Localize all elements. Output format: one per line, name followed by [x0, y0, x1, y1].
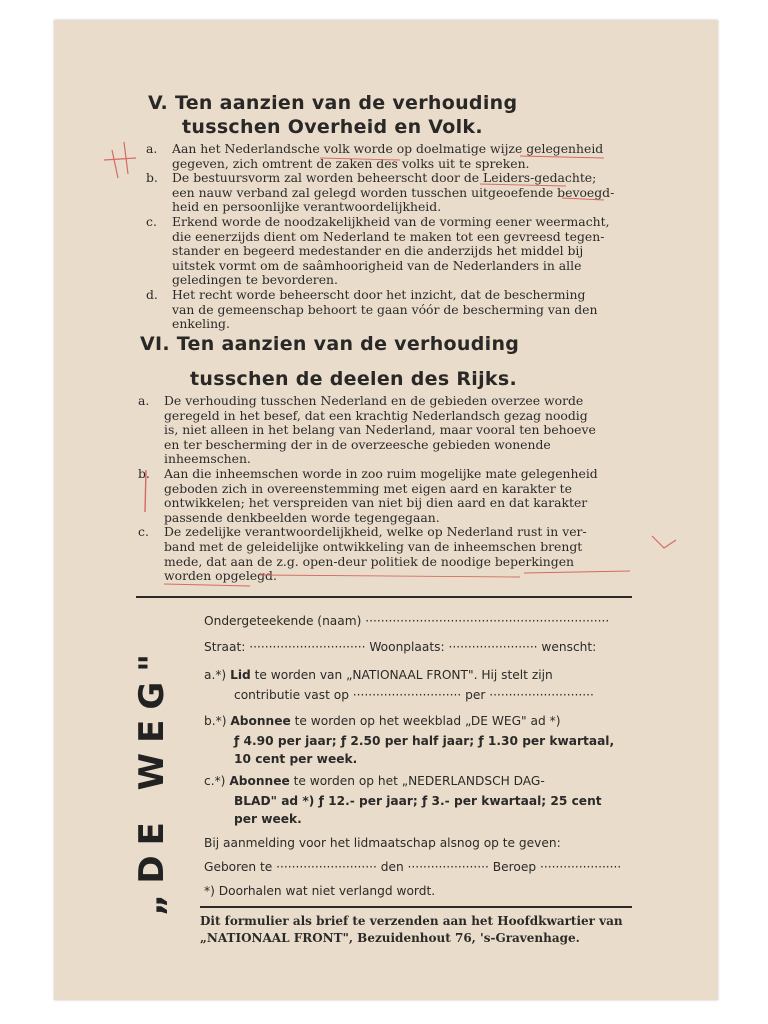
- list-item-line: stander en begeerd medestander en die anderzijds het middel bij: [172, 243, 584, 259]
- list-item-line: enkeling.: [172, 316, 230, 332]
- list-item-line: De zedelijke verantwoordelijkheid, welke op Nederland rust in ver-: [164, 524, 587, 540]
- aanmelding-text: Bij aanmelding voor het lidmaatschap alsnog op te geven:: [204, 836, 561, 850]
- footer-line2: „NATIONAAL FRONT", Bezuidenhout 76, 's-Gravenhage.: [200, 931, 580, 945]
- option-c-line2: BLAD" ad *) ƒ 12.- per jaar; ƒ 3.- per kwartaal; 25 cent: [234, 794, 602, 808]
- option-c-line3: per week.: [234, 812, 302, 826]
- pencil-underlines-vi: [164, 571, 630, 586]
- list-item-line: van de gemeenschap behoort te gaan vóór de bescherming van den: [172, 301, 598, 317]
- list-item-line: worden opgelegd.: [164, 568, 277, 584]
- list-item-line: ontwikkelen; het verspreiden van niet bij dien aard en dat karakter: [164, 495, 588, 511]
- doorhalen-note: *) Doorhalen wat niet verlangd wordt.: [204, 884, 436, 898]
- list-item-line: is, niet alleen in het belang van Nederland, maar vooral ten behoeve: [164, 422, 596, 438]
- list-item-line: band met de geleidelijke ontwikkeling van de inheemschen brengt: [164, 538, 583, 554]
- section-vi-title-line2: tusschen de deelen des Rijks.: [190, 368, 517, 390]
- list-item-line: die eenerzijds dient om Nederland te maken tot een gevreesd tegen-: [172, 228, 605, 244]
- list-item-line: geregeld in het besef, dat een krachtig Nederlandsch gezag noodig: [164, 407, 588, 423]
- naam-field[interactable]: Ondergeteekende (naam) ·······························································: [204, 614, 610, 628]
- option-b-line2: ƒ 4.90 per jaar; ƒ 2.50 per half jaar; ƒ 1.30 per kwartaal,: [234, 734, 615, 748]
- option-c-prefix[interactable]: c.*): [204, 774, 230, 788]
- pencil-mark-margin-2: [145, 470, 146, 512]
- pencil-underlines-v: [320, 156, 604, 200]
- list-item-line: een nauw verband zal gelegd worden tusschen uitgeoefende bevoegd-: [172, 184, 615, 200]
- list-item-line: De bestuursvorm zal worden beheerscht door de Leiders-gedachte;: [172, 170, 597, 186]
- side-title-text: „DE WEG": [132, 644, 172, 916]
- list-item-line: Aan het Nederlandsche volk worde op doelmatige wijze gelegenheid: [172, 141, 604, 156]
- list-item-line: gegeven, zich omtrent de zaken des volks uit te spreken.: [172, 155, 530, 171]
- list-item-label: c.: [138, 524, 149, 540]
- list-item-line: Aan die inheemschen worde in zoo ruim mogelijke mate gelegenheid: [164, 466, 598, 481]
- section-v-title-line1: V. Ten aanzien van de verhouding: [148, 92, 518, 114]
- geboren-field[interactable]: Geboren te ·························· den ····················· Beroep ·····················: [204, 860, 622, 874]
- list-item-line: Het recht worde beheerscht door het inzicht, dat de bescherming: [172, 287, 586, 302]
- section-vi-title-line1: VI. Ten aanzien van de verhouding: [140, 333, 520, 355]
- list-item-line: De verhouding tusschen Nederland en de gebieden overzee worde: [164, 393, 584, 408]
- list-item-label: b.: [146, 170, 158, 186]
- list-item-line: heid en persoonlijke verantwoordelijkheid.: [172, 199, 442, 215]
- option-b-line3: 10 cent per week.: [234, 752, 358, 766]
- option-b-rest: te worden op het weekblad „DE WEG" ad *): [290, 714, 561, 728]
- option-c-rest: te worden op het „NEDERLANDSCH DAG-: [289, 774, 545, 788]
- footer-line1: Dit formulier als brief te verzenden aan het Hoofdkwartier van: [200, 914, 623, 928]
- pencil-mark-margin-3: [652, 536, 676, 548]
- list-item-line: passende denkbeelden worde tegengegaan.: [164, 509, 440, 525]
- list-item-line: mede, dat aan de z.g. open-deur politiek de noodige beperkingen: [164, 553, 575, 569]
- option-a-bold: Lid: [230, 668, 251, 682]
- contributie-field[interactable]: contributie vast op ···························· per ···························: [234, 688, 594, 702]
- option-c-bold: Abonnee: [229, 774, 290, 788]
- list-item-line: Erkend worde de noodzakelijkheid van de vorming eener weermacht,: [172, 214, 610, 229]
- list-item-label: b.: [138, 466, 150, 481]
- option-a-prefix[interactable]: a.*): [204, 668, 231, 682]
- list-item-line: geboden zich in overeenstemming met eigen aard en karakter te: [164, 480, 572, 496]
- list-item-line: inheemschen.: [164, 451, 251, 467]
- list-item-label: c.: [146, 214, 157, 229]
- straat-woonplaats-field[interactable]: Straat: ······························ Woonplaats: ······················· wenscht:: [204, 640, 597, 654]
- list-item-label: d.: [146, 287, 158, 302]
- list-item-label: a.: [138, 393, 150, 408]
- section-v-title-line2: tusschen Overheid en Volk.: [182, 116, 483, 138]
- option-a-rest: te worden van „NATIONAAL FRONT". Hij stelt zijn: [250, 668, 553, 682]
- option-b-bold: Abonnee: [230, 714, 291, 728]
- pencil-mark-margin-1: [104, 142, 136, 178]
- list-item-line: geledingen te bevorderen.: [172, 272, 338, 288]
- list-item-label: a.: [146, 141, 158, 156]
- list-item-line: en ter bescherming der in de overzeesche gebieden wonende: [164, 436, 551, 452]
- list-item-line: uitstek vormt om de saâmhoorigheid van de Nederlanders in alle: [172, 257, 582, 273]
- option-b-prefix[interactable]: b.*): [204, 714, 231, 728]
